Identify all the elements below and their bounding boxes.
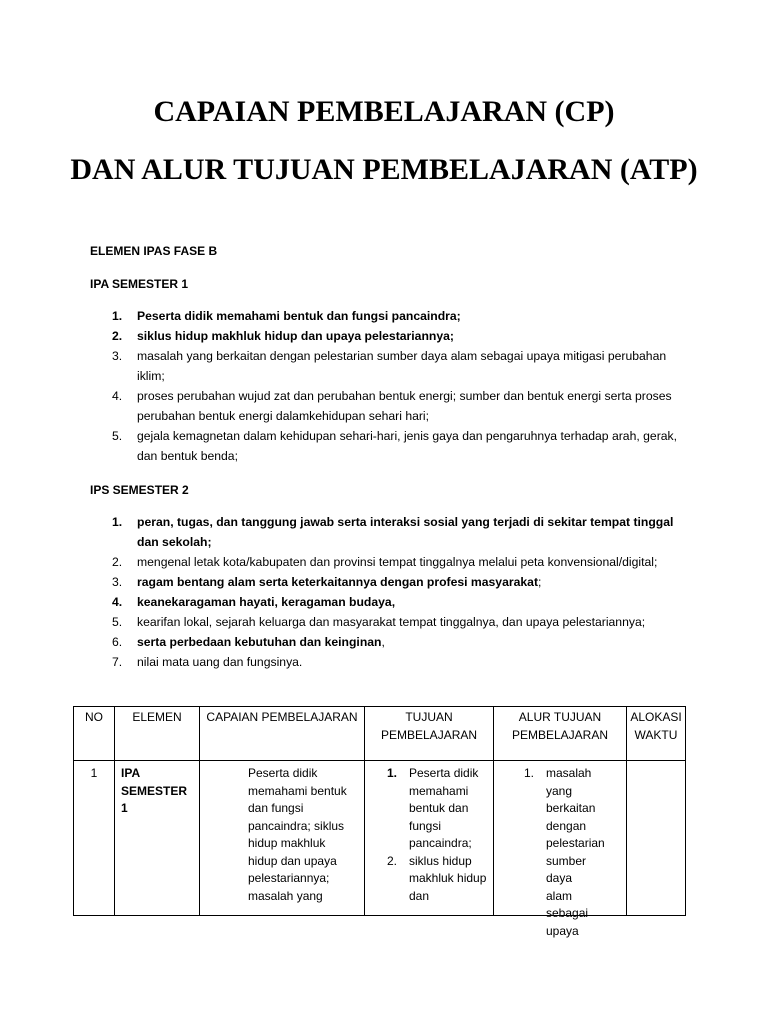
list-item: 5. gejala kemagnetan dalam kehidupan sehari-hari, jenis gaya dan pengaruhnya terhadap arah, gerak, dan bentuk benda; [112, 429, 678, 463]
atp-table [73, 706, 686, 938]
ipa-heading: IPA SEMESTER 1 [90, 277, 189, 291]
header-elemen: ELEMEN [115, 707, 200, 761]
element-heading: ELEMEN IPAS FASE B [90, 244, 218, 258]
header-alokasi: ALOKASI WAKTU [627, 707, 686, 761]
header-tujuan: TUJUAN PEMBELAJARAN [365, 707, 494, 761]
table-header-row [74, 707, 686, 761]
list-item: 2. siklus hidup makhluk hidup dan upaya pelestariannya; [112, 329, 454, 343]
cell-tujuan [365, 761, 494, 916]
list-item: 4. proses perubahan wujud zat dan perubahan bentuk energi; sumber dan bentuk energi serta proses perubahan bentuk energi dalamkehidupan sehari hari; [112, 389, 672, 423]
list-item: 1. masalah yang berkaitan dengan pelestarian sumber daya alam sebagai upaya [524, 766, 605, 938]
title-line-1: CAPAIAN PEMBELAJARAN (CP) [153, 95, 615, 128]
header-capaian: CAPAIAN PEMBELAJARAN [200, 707, 365, 761]
list-item: 3. ragam bentang alam serta keterkaitannya dengan profesi masyarakat; [112, 575, 542, 589]
list-item: 2. mengenal letak kota/kabupaten dan provinsi tempat tinggalnya melalui peta konvensional/digital; [112, 555, 658, 569]
header-no: NO [74, 707, 115, 761]
ipa-list [90, 306, 680, 466]
ips-list [90, 512, 680, 672]
list-item: 5. kearifan lokal, sejarah keluarga dan masyarakat tempat tinggalnya, dan upaya pelestariannya; [112, 615, 646, 629]
header-alur: ALUR TUJUAN PEMBELAJARAN [494, 707, 627, 761]
cell-elemen: IPA SEMESTER 1 [115, 761, 200, 916]
cell-no: 1 [74, 761, 115, 916]
list-item: 2. siklus hidup makhluk hidup dan [387, 853, 487, 903]
list-item: 6. serta perbedaan kebutuhan dan keinginan, [112, 635, 385, 649]
list-item: 7. nilai mata uang dan fungsinya. [112, 655, 303, 669]
title-line-2: DAN ALUR TUJUAN PEMBELAJARAN (ATP) [70, 153, 698, 186]
list-item: 3. masalah yang berkaitan dengan pelestarian sumber daya alam sebagai upaya mitigasi perubahan iklim; [112, 349, 667, 383]
cell-alokasi [627, 761, 686, 916]
cell-alur [494, 761, 627, 938]
ips-heading: IPS SEMESTER 2 [90, 483, 189, 497]
cell-capaian: Peserta didik memahami bentuk dan fungsi pancaindra; siklus hidup makhluk hidup dan upaya pelestariannya; masalah yang [200, 761, 365, 916]
list-item: 1. Peserta didik memahami bentuk dan fungsi pancaindra; [387, 766, 479, 850]
list-item: 1. peran, tugas, dan tanggung jawab serta interaksi sosial yang terjadi di sekitar tempat tinggal dan sekolah; [112, 515, 674, 549]
list-item: 4. keanekaragaman hayati, keragaman budaya, [112, 595, 396, 609]
table-row [74, 761, 686, 916]
list-item: 1. Peserta didik memahami bentuk dan fungsi pancaindra; [112, 309, 461, 323]
